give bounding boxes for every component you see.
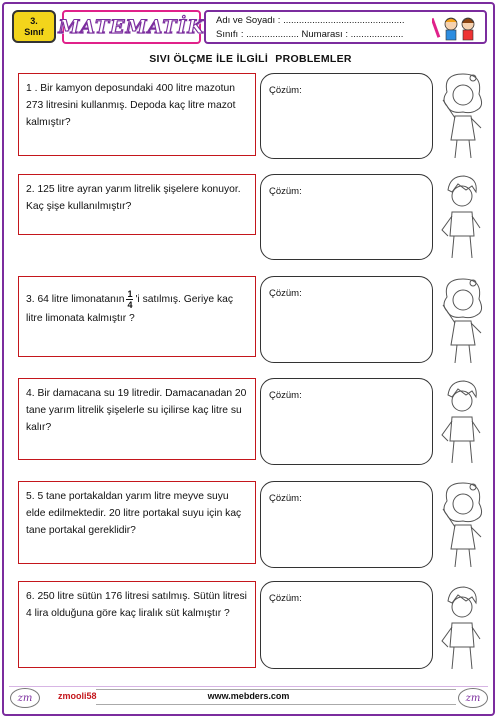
- problem-text: 4. Bir damacana su 19 litredir. Damacanadan 20 tane yarım litrelik şişelerle su içilirse kaç litre su kalır?: [26, 388, 247, 433]
- footer-code: zmooli58: [58, 691, 97, 701]
- problem-3: [18, 276, 256, 357]
- problem-5: [18, 481, 256, 564]
- problem-text: 2. 125 litre ayran yarım litrelik şişelere konuyor. Kaç şişe kullanılmıştır?: [26, 184, 241, 212]
- problem-1: [18, 73, 256, 156]
- solution-label: Çözüm:: [269, 85, 302, 96]
- problem-6: [18, 581, 256, 668]
- kids-icon: [432, 14, 480, 42]
- page-title: SIVI ÖLÇME İLE İLGİLİ PROBLEMLER: [149, 53, 352, 65]
- solution-box-2[interactable]: [260, 174, 433, 260]
- footer-logo-left: zm: [10, 688, 40, 708]
- problem-text-end: 'i satılmış. Geriye kaç litre limonata kalmıştır ?: [26, 294, 233, 324]
- solution-box-6[interactable]: [260, 581, 433, 669]
- boy-illustration-icon: [432, 580, 488, 674]
- girl-illustration-icon: [433, 70, 489, 162]
- grade-number: 3.: [30, 15, 38, 26]
- problem-text-start: 3. 64 litre limonatanın: [26, 294, 125, 306]
- solution-label: Çözüm:: [269, 390, 302, 401]
- solution-box-5[interactable]: [260, 481, 433, 568]
- solution-box-4[interactable]: [260, 378, 433, 465]
- problem-text: 5. 5 tane portakaldan yarım litre meyve suyu elde edilmektedir. 20 litre portakal suyu için kaç tane portakal gereklidir?: [26, 491, 242, 536]
- class-number-field[interactable]: Sınıfı : .................... Numarası : ....................: [216, 29, 404, 40]
- girl-illustration-icon: [433, 275, 489, 367]
- name-field[interactable]: Adı ve Soyadı : ..............................................: [216, 15, 405, 26]
- footer-divider: [9, 686, 488, 687]
- subject-box: [58, 10, 205, 44]
- footer-logo-right: zm: [458, 688, 488, 708]
- problem-text: 6. 250 litre sütün 176 litresi satılmış. Sütün litresi 4 lira olduğuna göre kaç liralık süt kalmıştır ?: [26, 591, 247, 619]
- boy-illustration-icon: [432, 375, 488, 467]
- footer-site-link[interactable]: www.mebders.com: [207, 691, 290, 701]
- fraction-one-quarter: $\frac{1}{4}$: [127, 289, 133, 310]
- subject-title: MATEMATİK: [58, 16, 205, 38]
- grade-badge: [12, 10, 56, 43]
- solution-label: Çözüm:: [269, 593, 302, 604]
- solution-box-1[interactable]: [260, 73, 433, 159]
- girl-illustration-icon: [433, 479, 489, 571]
- problem-text: 1 . Bir kamyon deposundaki 400 litre mazotun 273 litresini kullanmış. Depoda kaç litre mazot kalmıştır?: [26, 83, 236, 128]
- student-info-box: [204, 10, 487, 44]
- solution-box-3[interactable]: [260, 276, 433, 363]
- solution-label: Çözüm:: [269, 186, 302, 197]
- grade-label: Sınıf: [24, 26, 44, 37]
- problem-2: [18, 174, 256, 235]
- boy-illustration-icon: [432, 170, 488, 262]
- solution-label: Çözüm:: [269, 288, 302, 299]
- solution-label: Çözüm:: [269, 493, 302, 504]
- problem-4: [18, 378, 256, 460]
